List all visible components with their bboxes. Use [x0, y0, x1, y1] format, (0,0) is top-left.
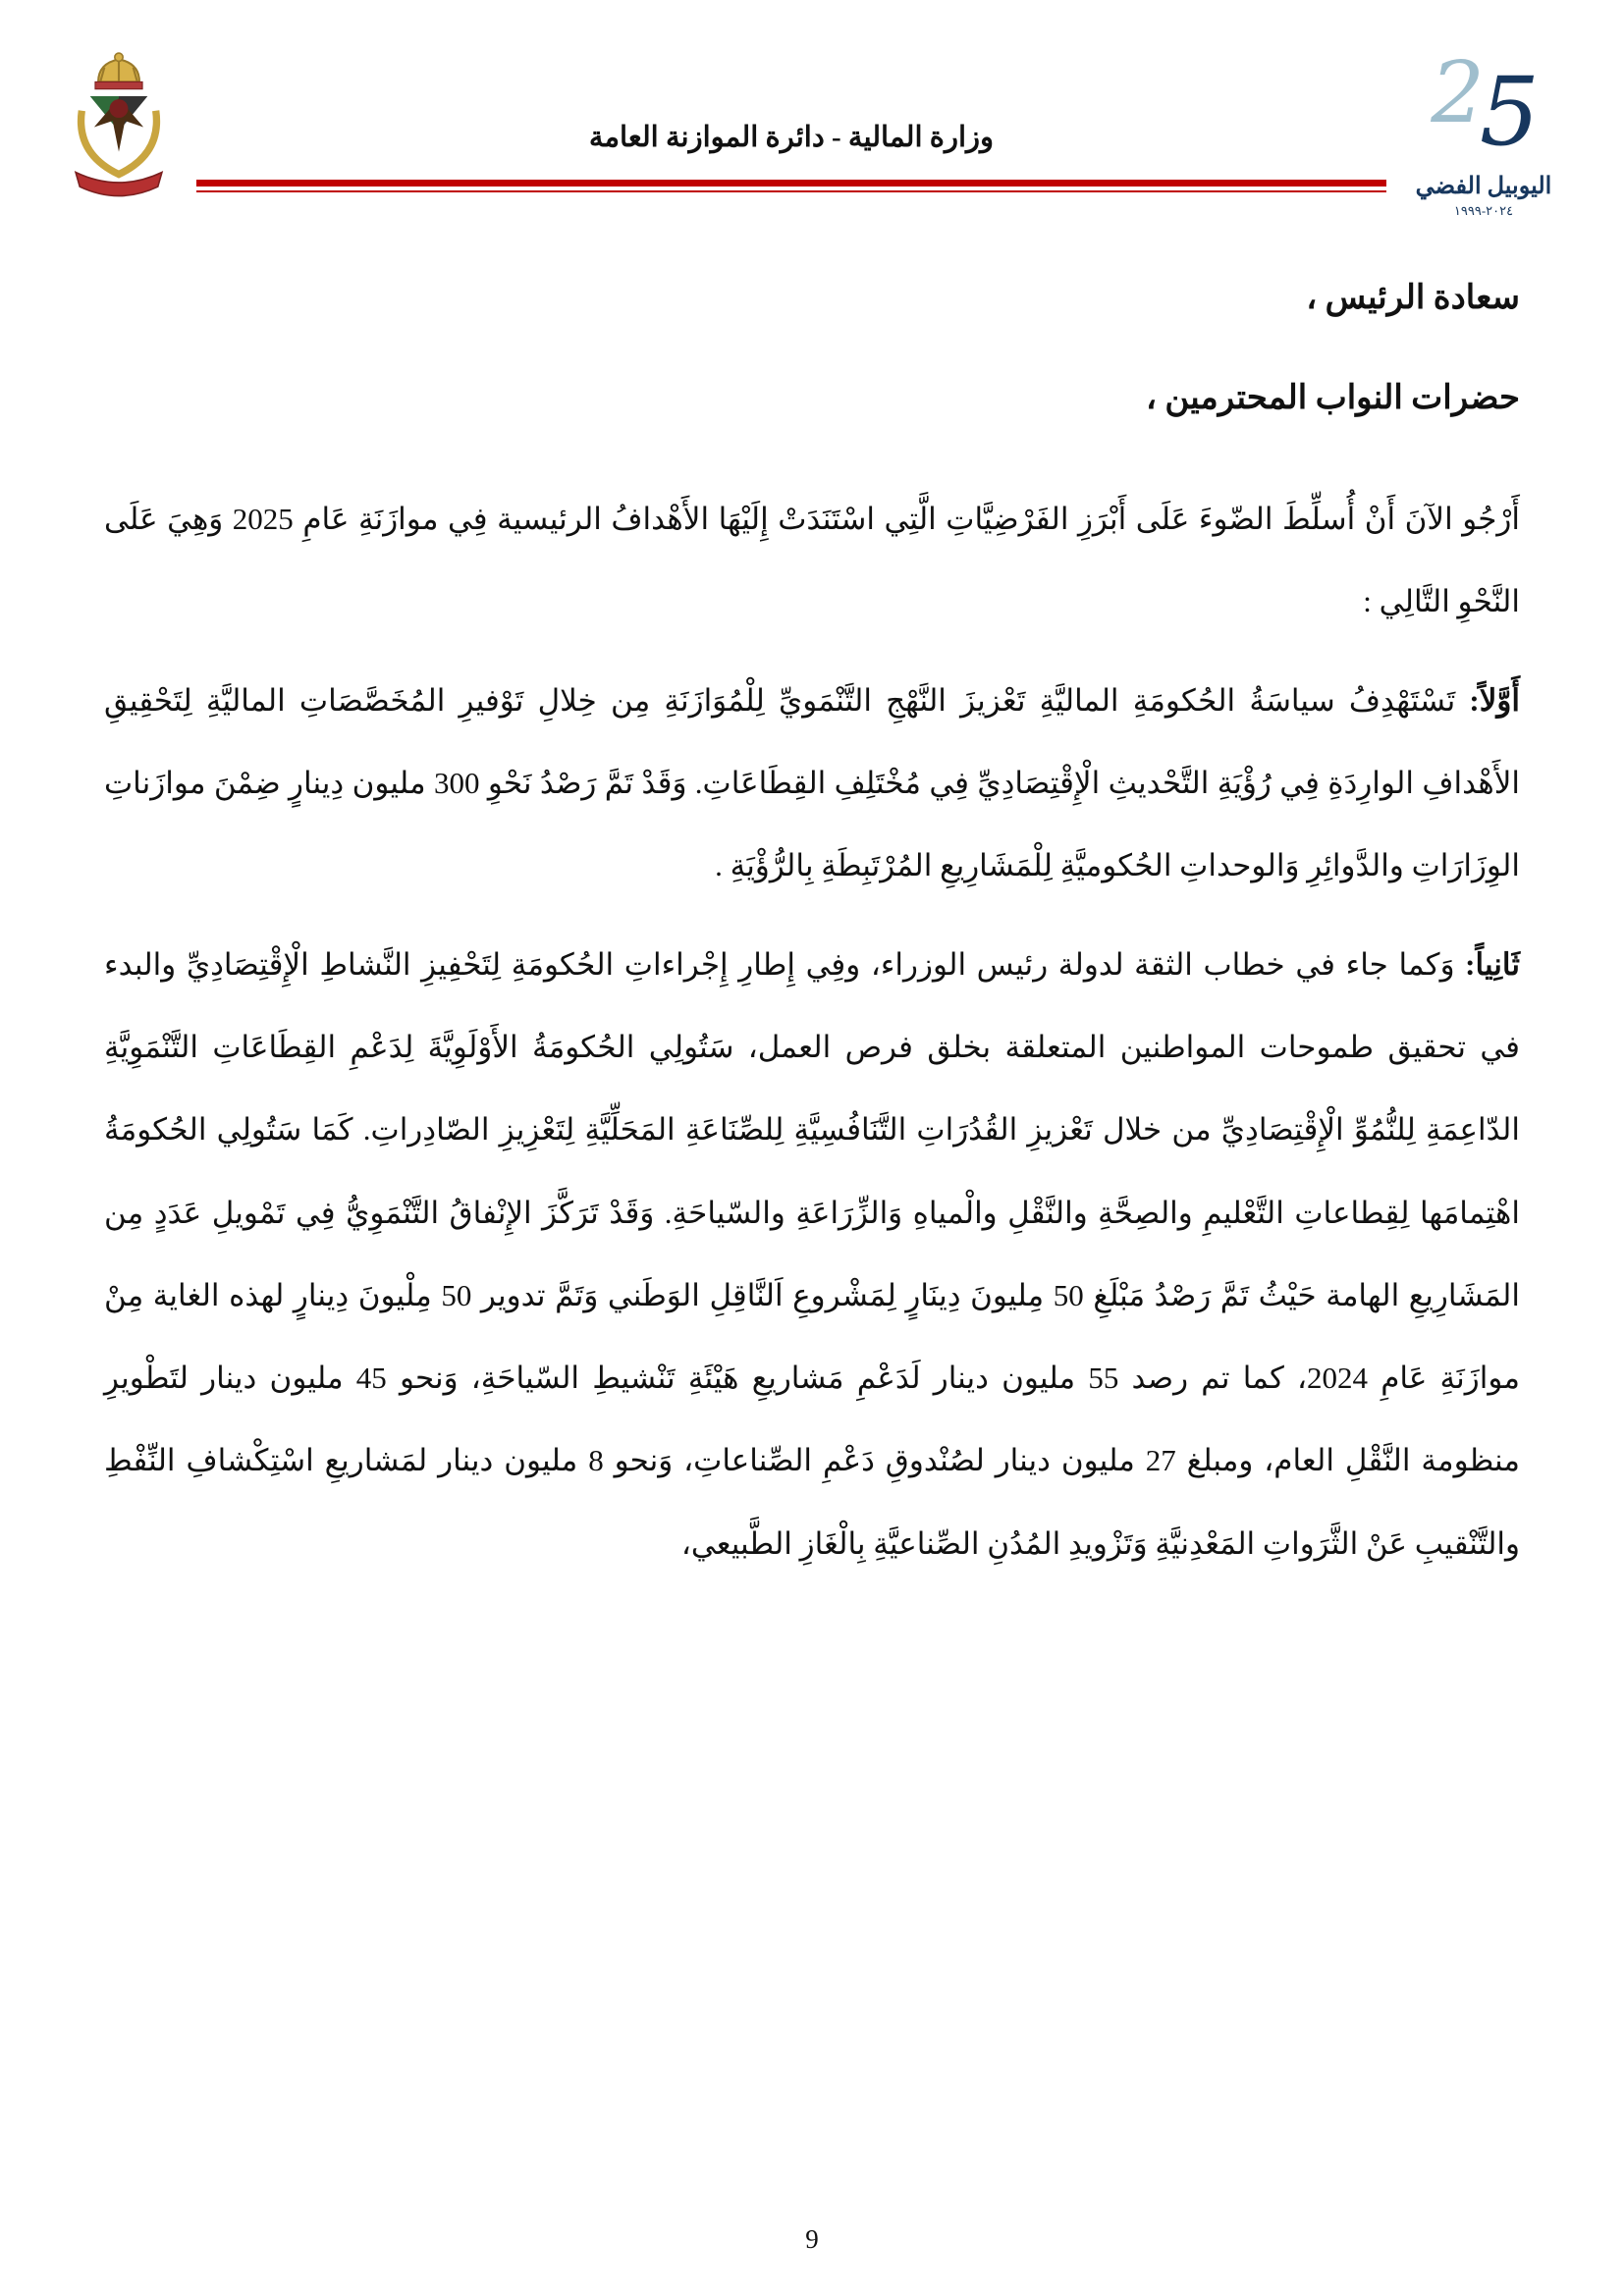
header-center [183, 51, 1400, 192]
divider-thin-line [196, 190, 1386, 192]
greeting-deputies: حضرات النواب المحترمين ، [1145, 380, 1520, 416]
paragraph-second [104, 924, 1520, 1586]
jubilee-logo [1400, 44, 1567, 218]
header-divider [196, 180, 1386, 192]
paragraph-intro [104, 478, 1520, 644]
paragraph-second-lead: ثَانِياً: [1465, 946, 1520, 982]
divider-thick-line [196, 180, 1386, 187]
paragraph-first [104, 660, 1520, 908]
page-number: 9 [805, 2224, 819, 2254]
jubilee-25-icon [1400, 44, 1567, 169]
jordan-coat-of-arms-icon [57, 51, 183, 210]
paragraph-first-text: تَسْتَهْدِفُ سياسَةُ الحُكومَةِ الماليَّةِ تَعْزيزَ النَّهْجِ التَّنْمَويِّ لِلْمُوَازَنَةِ مِن خِلالِ تَوْفيرِ المُخَصَّصَاتِ الماليَّةِ لِتَحْقِيقِ الأَهْدافِ الوارِدَةِ فِي رُؤْيَةِ التَّحْديثِ الْإِقْتِصَادِيِّ فِي مُخْتَلِفِ القِطَاعَاتِ. وَقَدْ تَمَّ رَصْدُ نَحْوِ 300 مليون دِينارٍ ضِمْنَ موازَناتِ الوِزَارَاتِ والدَّوائِرِ وَالوحداتِ الحُكوميَّةِ لِلْمَشَارِيعِ المُرْتَبِطَةِ بِالرُّؤْيَةِ . [104, 682, 1520, 883]
paragraph-first-lead: أَوَّلاً: [1469, 682, 1520, 718]
jubilee-digit-5: 5 [1479, 57, 1540, 167]
ministry-title: وزارة المالية - دائرة الموازنة العامة [588, 122, 995, 153]
jubilee-calligraphy: اليوبيل الفضي [1415, 174, 1552, 199]
paragraph-second-text: وَكما جاء في خطاب الثقة لدولة رئيس الوزراء، وفِي إِطارِ إِجْراءاتِ الحُكومَةِ لِتَحْفِيزِ النَّشاطِ الْإِقْتِصَادِيِّ والبدء في تحقيق طموحات المواطنين المتعلقة بخلق فرص العمل، سَتُولِي الحُكومَةُ الأَوْلَوِيَّةَ لِدَعْمِ القِطَاعَاتِ التَّنْمَوِيَّةِ الدّاعِمَةِ لِلنُّمُوِّ الْإِقْتِصَادِيِّ من خلال تَعْزيزِ القُدُرَاتِ التَّنَافُسِيَّةِ لِلصِّنَاعَةِ المَحَلِّيَّةِ لِتَعْزِيزِ الصّادِراتِ. كَمَا سَتُولِي الحُكومَةُ اهْتِمامَها لِقِطاعاتِ التَّعْليمِ والصِحَّةِ والنَّقْلِ والْمياهِ وَالزِّرَاعَةِ والسّياحَةِ. وَقَدْ تَرَكَّزَ الإِنْفاقُ التَّنْمَوِيُّ فِي تَمْويلِ عَدَدٍ مِن المَشَارِيعِ الهامة حَيْثُ تَمَّ رَصْدُ مَبْلَغِ 50 مِليونَ دِينَارٍ لِمَشْروعِ اَلنَّاقِلِ الوَطَني وَتَمَّ تدوير 50 مِلْيونَ دِينارٍ لهذه الغاية مِنْ موازَنَةِ عَامِ 2024، كما تم رصد 55 مليون دينار لَدَعْمِ مَشاريعِ هَيْئَةِ تَنْشيطِ السّياحَةِ، وَنحو 45 مليون دينار لتَطْويرِ منظومة النَّقْلِ العام، ومبلغ 27 مليون دينار لصُنْدوقِ دَعْمِ الصِّناعاتِ، وَنحو 8 مليون دينار لمَشاريعِ اسْتِكْشافِ النِّفْطِ والتَّنْقيبِ عَنْ الثَّرَواتِ المَعْدِنيَّةِ وَتَزْويدِ المُدُنِ الصِّناعيَّةِ بِالْغَازِ الطَّبيعي، [104, 946, 1520, 1561]
paragraph-intro-text: أَرْجُو الآنَ أَنْ أُسلِّطَ الضّوءَ عَلَى أَبْرَزِ الفَرْضِيَّاتِ الَّتِي اسْتَنَدَتْ إِلَيْهَا الأَهْدافُ الرئيسية فِي موازَنَةِ عَامِ 2025 وَهِيَ عَلَى النَّحْوِ التَّالِي : [104, 502, 1520, 619]
jubilee-years: ٢٠٢٤-١٩٩٩ [1453, 203, 1514, 218]
greeting-president: سعادة الرئيس ، [1306, 280, 1520, 316]
document-body [104, 278, 1520, 1585]
page-header [0, 0, 1624, 217]
page-footer [0, 2224, 1624, 2255]
jubilee-digit-2: 2 [1431, 44, 1485, 142]
